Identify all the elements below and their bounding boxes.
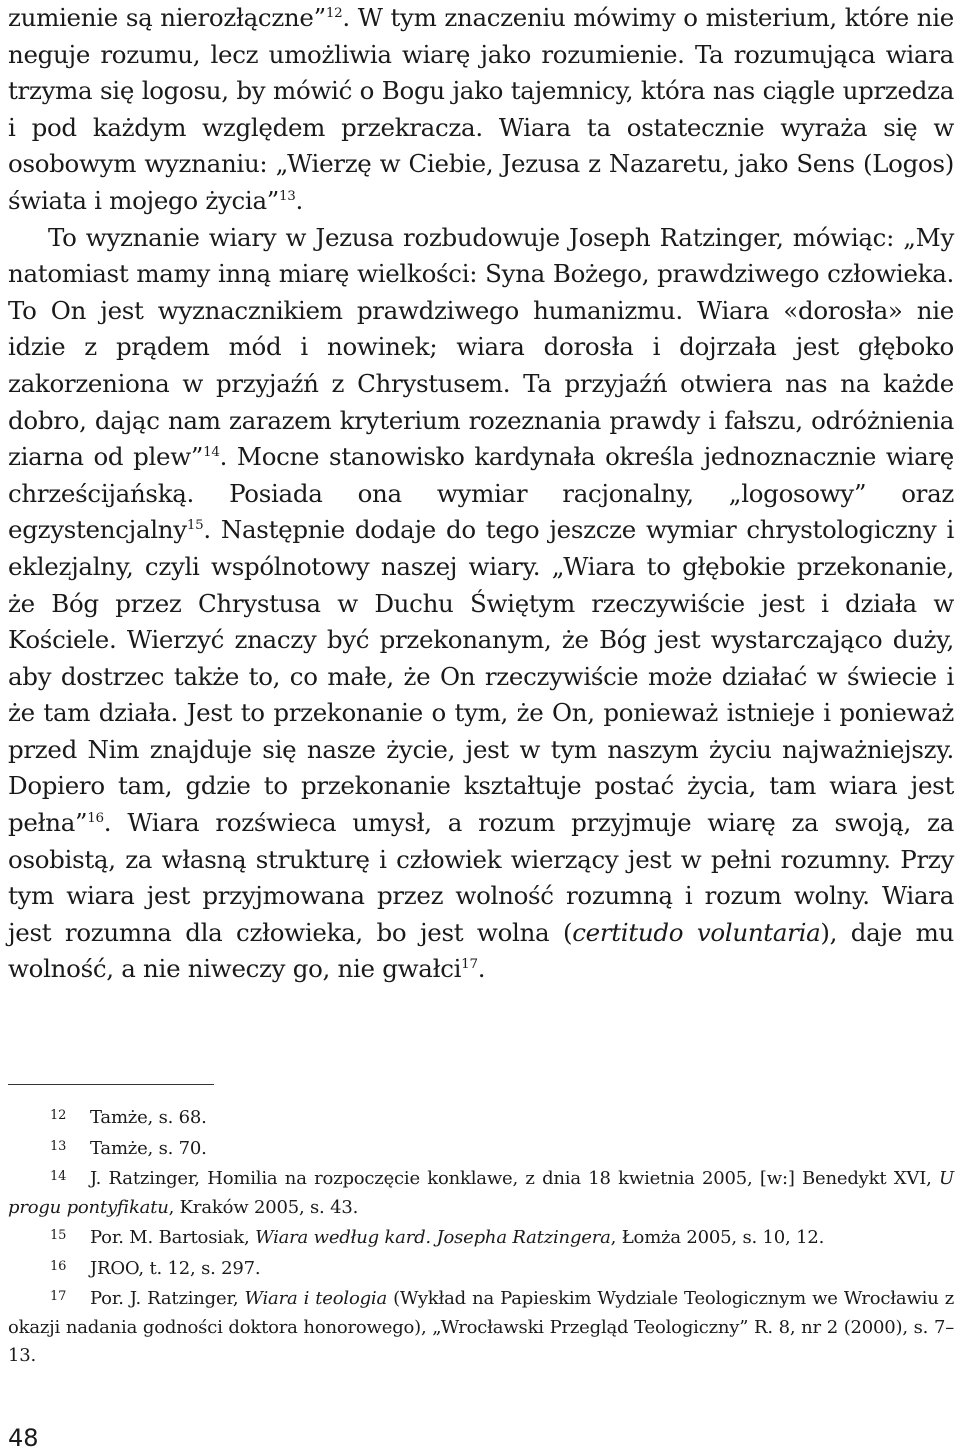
footnote-ref-16[interactable]: 16	[87, 809, 104, 826]
footnote-title: Wiara i teologia	[244, 1288, 387, 1309]
footnote-number: 12	[50, 1108, 67, 1123]
italic-term: certitudo voluntaria	[572, 917, 821, 947]
footnote-text: Por. M. Bartosiak,	[90, 1227, 256, 1248]
footnote-text: , Łomża 2005, s. 10, 12.	[610, 1227, 825, 1248]
text-run: . Mocne stanowisko kardynała określa jednoznacznie wiarę chrześcijańską. Posiada ona wymiar racjonalny, „logosowy” oraz egzystencjalny	[8, 442, 954, 545]
paragraph-2	[8, 220, 954, 988]
footnote-ref-12[interactable]: 12	[325, 4, 343, 21]
footnote-12	[8, 1102, 954, 1133]
footnote-number: 17	[50, 1289, 67, 1304]
footnote-text: , Kraków 2005, s. 43.	[168, 1196, 359, 1218]
footnote-text: Tamże, s. 70.	[90, 1137, 207, 1159]
text-run: . Następnie dodaje do tego jeszcze wymiar chrystologiczny i eklezjalny, czyli wspólnotowy naszej wiary. „Wiara to głębokie przekonanie, że Bóg przez Chrystusa w Duchu Świętym rzeczywiście jest i działa w Kościele. Wierzyć znaczy być przekonanym, że Bóg jest wystarczająco duży, aby dostrzec także to, co małe, że On rzeczywiście może działać w świecie i że tam działa. Jest to przekonanie o tym, że On, ponieważ istnieje i ponieważ przed Nim znajduje się nasze życie, jest w tym naszym życiu najważniejszy. Dopiero tam, gdzie to przekonanie kształtuje postać życia, tam wiara jest pełna”	[8, 515, 954, 838]
footnote-ref-13[interactable]: 13	[279, 187, 296, 204]
footnote-text: Tamże, s. 68.	[90, 1107, 207, 1128]
footnote-separator	[8, 1084, 214, 1085]
footnote-17	[8, 1283, 954, 1371]
page-number: 48	[8, 1424, 39, 1452]
text-run: . W tym znaczeniu mówimy o misterium, które nie neguje rozumu, lecz umożliwia wiarę jako rozumienie. Ta rozumująca wiara trzyma się logosu, by mówić o Bogu jako tajemnicy, która nas ciągle uprzedza i pod każdym względem przekracza. Wiara ta ostatecznie wyraża się w osobowym wyznaniu: „Wierzę w Ciebie, Jezusa z Nazaretu, jako Sens (Logos) świata i mojego życia”	[8, 3, 954, 215]
footnote-title: Wiara według kard. Josepha Ratzingera	[255, 1227, 611, 1248]
footnote-14	[8, 1163, 954, 1222]
footnote-text: J. Ratzinger, Homilia na rozpoczęcie konklawe, z dnia 18 kwietnia 2005, [w:] Benedykt XVI,	[90, 1168, 940, 1189]
footnote-15	[8, 1222, 954, 1253]
footnote-text: JROO, t. 12, s. 297.	[90, 1257, 261, 1279]
main-text	[8, 0, 954, 988]
text-run: To wyznanie wiary w Jezusa rozbudowuje Joseph Ratzinger, mówiąc: „My natomiast mamy inną miarę wielkości: Syna Bożego, prawdziwego człowieka. To On jest wyznacznikiem prawdziwego humanizmu. Wiara «dorosła» nie idzie z prądem mód i nowinek; wiara dorosła i dojrzała jest głęboko zakorzeniona w przyjaźń z Chrystusem. Ta przyjaźń otwiera nas na każde dobro, dając nam zarazem kryterium rozeznania prawdy i fałszu, odróżnienia ziarna od plew”	[8, 222, 954, 472]
text-run: .	[477, 954, 486, 984]
footnote-number: 14	[50, 1169, 67, 1184]
text-run: zumienie są nierozłączne”	[8, 3, 326, 32]
footnote-number: 15	[50, 1228, 67, 1243]
paragraph-1	[8, 0, 954, 220]
text-run: ), daje mu wolność, a nie niweczy go, nie gwałci	[8, 917, 954, 984]
footnote-ref-14[interactable]: 14	[203, 443, 220, 460]
footnote-ref-15[interactable]: 15	[186, 517, 204, 534]
footnotes	[8, 1102, 954, 1371]
footnote-number: 16	[50, 1258, 67, 1274]
footnote-16	[8, 1253, 954, 1284]
footnote-text: (Wykład na Papieskim Wydziale Teologicznym we Wrocławiu z okazji nadania godności doktora honorowego), „Wrocławski Przegląd Teologiczny” R. 8, nr 2 (2000), s. 7–13.	[8, 1288, 954, 1366]
text-run: . Wiara rozświeca umysł, a rozum przyjmuje wiarę za swoją, za osobistą, za własną strukturę i człowiek wierzący jest w pełni rozumny. Przy tym wiara jest przyjmowana przez wolność rozumną i rozum wolny. Wiara jest rozumna dla człowieka, bo jest wolna (	[8, 808, 954, 947]
footnote-title: U progu pontyfikatu	[8, 1168, 954, 1218]
footnote-text: Por. J. Ratzinger,	[90, 1288, 245, 1309]
footnote-13	[8, 1133, 954, 1164]
text-run: .	[295, 185, 304, 215]
footnote-ref-17[interactable]: 17	[461, 956, 478, 973]
footnote-number: 13	[50, 1138, 67, 1154]
